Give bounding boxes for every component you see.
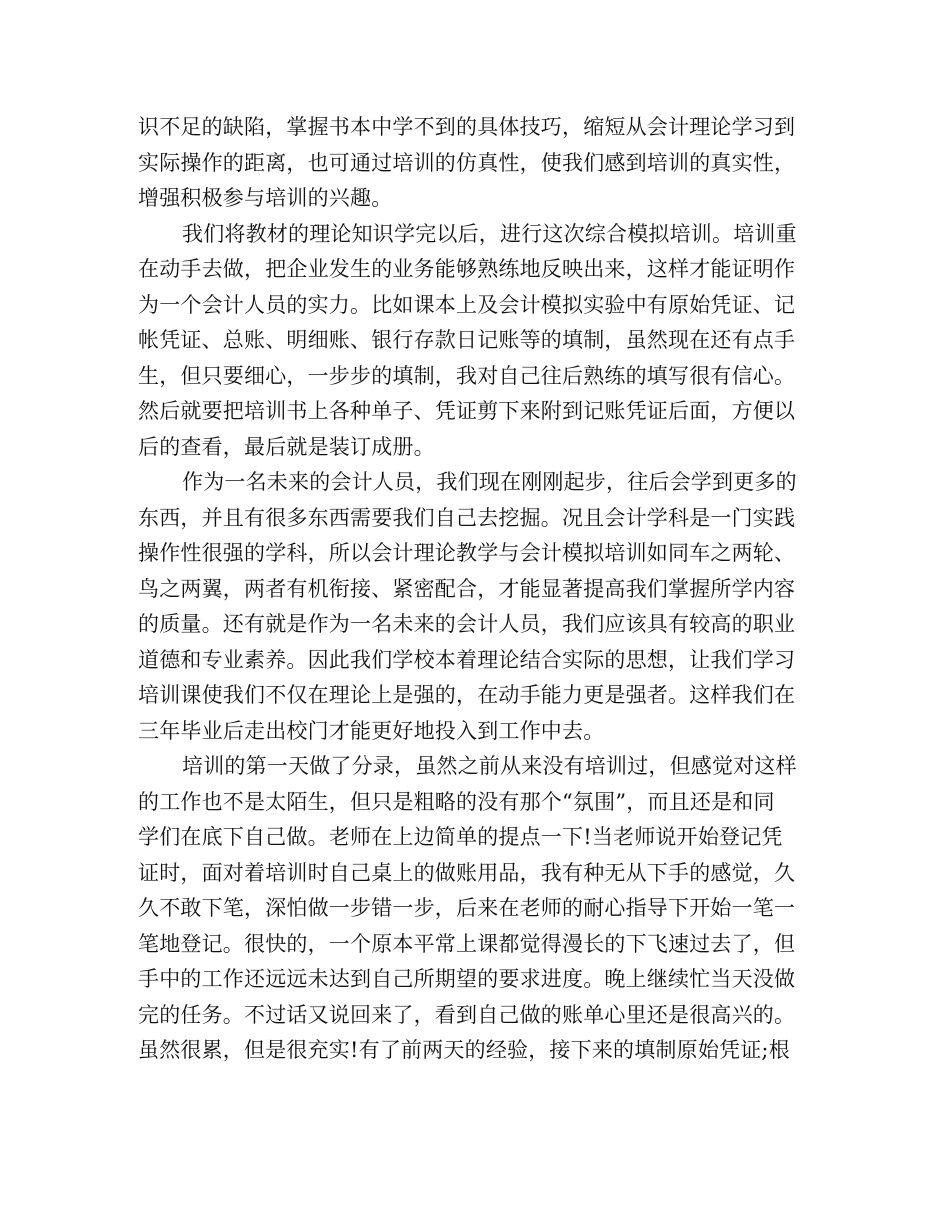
text-line: 笔地登记。很快的，一个原本平常上课都觉得漫长的下飞速过去了，但 [138, 931, 796, 956]
text-line: 久不敢下笔，深怕做一步错一步，后来在老师的耐心指导下开始一笔一 [138, 896, 796, 920]
text-line: 实际操作的距离，也可通过培训的仿真性，使我们感到培训的真实性， [138, 150, 796, 175]
text-line: 东西，并且有很多东西需要我们自己去挖掘。况且会计学科是一门实践 [138, 505, 796, 530]
text-line: 完的任务。不过话又说回来了，看到自己做的账单心里还是很高兴的。 [138, 1002, 796, 1027]
paragraph-start-line: 培训的第一天做了分录，虽然之前从来没有培训过，但感觉对这样 [182, 754, 797, 778]
text-line: 在动手去做，把企业发生的业务能够熟练地反映出来，这样才能证明作 [138, 257, 796, 281]
text-line: 证时，面对着培训时自己桌上的做账用品，我有种无从下手的感觉，久 [138, 860, 796, 885]
text-line: 虽然很累，但是很充实!有了前两天的经验，接下来的填制原始凭证;根 [138, 1038, 790, 1062]
text-line: 培训课使我们不仅在理论上是强的，在动手能力更是强者。这样我们在 [138, 683, 796, 707]
text-line: 然后就要把培训书上各种单子、凭证剪下来附到记账凭证后面，方便以 [138, 399, 796, 423]
paragraph-start-line: 我们将教材的理论知识学完以后，进行这次综合模拟培训。培训重 [182, 221, 797, 246]
text-line: 鸟之两翼，两者有机衔接、紧密配合，才能显著提高我们掌握所学内容 [138, 576, 796, 601]
text-line: 为一个会计人员的实力。比如课本上及会计模拟实验中有原始凭证、记 [138, 292, 796, 317]
text-line: 识不足的缺陷，掌握书本中学不到的具体技巧，缩短从会计理论学习到 [138, 115, 796, 139]
text-line: 手中的工作还远远未达到自己所期望的要求进度。晚上继续忙当天没做 [138, 967, 796, 991]
text-line: 生，但只要细心，一步步的填制，我对自己往后熟练的填写很有信心。 [138, 363, 796, 388]
text-line: 三年毕业后走出校门才能更好地投入到工作中去。 [138, 718, 605, 743]
paragraph-start-line: 作为一名未来的会计人员，我们现在刚刚起步，往后会学到更多的 [182, 470, 797, 494]
text-line: 的质量。还有就是作为一名未来的会计人员，我们应该具有较高的职业 [138, 612, 796, 636]
text-line: 道德和专业素养。因此我们学校本着理论结合实际的思想，让我们学习 [138, 647, 796, 672]
text-line: 帐凭证、总账、明细账、银行存款日记账等的填制，虽然现在还有点手 [138, 328, 796, 352]
text-line: 操作性很强的学科，所以会计理论教学与会计模拟培训如同车之两轮、 [138, 541, 796, 565]
body-text [138, 110, 814, 1069]
text-line: 增强积极参与培训的兴趣。 [138, 186, 393, 210]
text-line: 的工作也不是太陌生，但只是粗略的没有那个“氛围”，而且还是和同 [138, 789, 775, 814]
text-line: 学们在底下自己做。老师在上边简单的提点一下!当老师说开始登记凭 [138, 825, 783, 849]
text-line: 后的查看，最后就是装订成册。 [138, 434, 435, 459]
